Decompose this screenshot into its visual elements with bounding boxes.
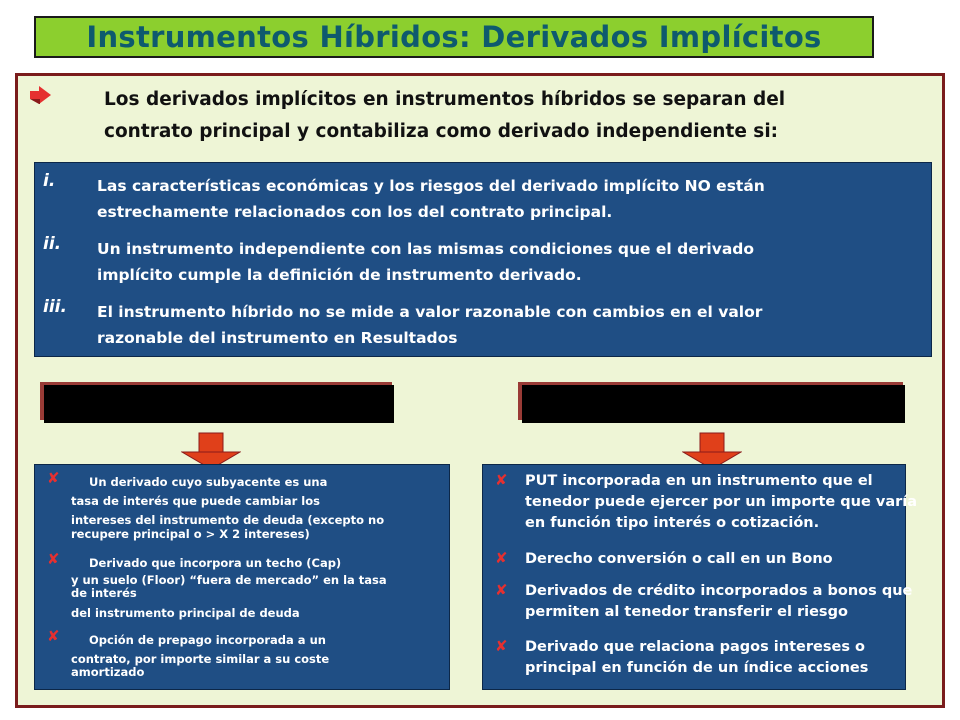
list-line: Opción de prepago incorporada a un bbox=[89, 633, 326, 647]
list-line: Derivado que incorpora un techo (Cap) bbox=[89, 556, 342, 570]
red-x-icon: ✘ bbox=[47, 550, 60, 568]
list-line: tasa de interés que puede cambiar los bbox=[71, 494, 320, 508]
list-line: recupere principal o > X 2 intereses) bbox=[71, 527, 310, 541]
list-line: amortizado bbox=[71, 665, 145, 679]
criterion-text bbox=[97, 236, 887, 288]
criterion-number: i. bbox=[43, 171, 56, 191]
list-item: PUT incorporada en un instrumento que el tenedor puede ejercer por un importe que varía en función tipo interés o cotización. bbox=[525, 473, 918, 531]
criterion-text bbox=[97, 173, 887, 225]
list-line: del instrumento principal de deuda bbox=[71, 606, 300, 620]
list-item: Derivado que relaciona pagos intereses o principal en función de un índice acciones bbox=[525, 639, 869, 676]
criterion-number: ii. bbox=[43, 234, 62, 254]
intro-line-1: Los derivados implícitos en instrumentos híbridos se separan del bbox=[104, 89, 786, 110]
list-item: Derivados de crédito incorporados a bonos que permiten al tenedor transferir el riesgo bbox=[525, 583, 913, 620]
list-item: Derecho conversión o call en un Bono bbox=[525, 551, 833, 567]
slide-title: Instrumentos Híbridos: Derivados Implícitos bbox=[34, 16, 874, 58]
criterion-line: implícito cumple la definición de instrumento derivado. bbox=[97, 266, 582, 284]
list-line: contrato, por importe similar a su coste bbox=[71, 652, 330, 666]
red-x-icon: ✘ bbox=[495, 549, 508, 567]
criterion-line: razonable del instrumento en Resultados bbox=[97, 329, 458, 347]
red-x-icon: ✘ bbox=[47, 627, 60, 645]
criterion-text bbox=[97, 299, 887, 351]
right-banner bbox=[522, 385, 905, 423]
left-examples-box bbox=[34, 464, 450, 690]
content-panel bbox=[15, 73, 945, 708]
intro-line-2: contrato principal y contabiliza como derivado independiente si: bbox=[104, 121, 779, 142]
criteria-box bbox=[34, 162, 932, 357]
red-arrow-bullet-icon bbox=[30, 86, 52, 104]
red-x-icon: ✘ bbox=[47, 469, 60, 487]
criterion-line: estrechamente relacionados con los del contrato principal. bbox=[97, 203, 613, 221]
left-banner bbox=[44, 385, 394, 423]
red-x-icon: ✘ bbox=[495, 581, 508, 599]
red-x-icon: ✘ bbox=[495, 637, 508, 655]
list-line: Un derivado cuyo subyacente es una bbox=[89, 475, 328, 489]
red-x-icon: ✘ bbox=[495, 471, 508, 489]
criterion-line: Las características económicas y los riesgos del derivado implícito NO están bbox=[97, 177, 765, 195]
list-line: y un suelo (Floor) “fuera de mercado” en la tasa bbox=[71, 573, 387, 587]
intro-text bbox=[104, 84, 944, 148]
criterion-line: Un instrumento independiente con las mismas condiciones que el derivado bbox=[97, 240, 755, 258]
criterion-line: El instrumento híbrido no se mide a valor razonable con cambios en el valor bbox=[97, 303, 763, 321]
criterion-number: iii. bbox=[43, 297, 67, 317]
list-line: de interés bbox=[71, 586, 137, 600]
list-line: intereses del instrumento de deuda (excepto no bbox=[71, 513, 385, 527]
right-examples-box bbox=[482, 464, 918, 690]
